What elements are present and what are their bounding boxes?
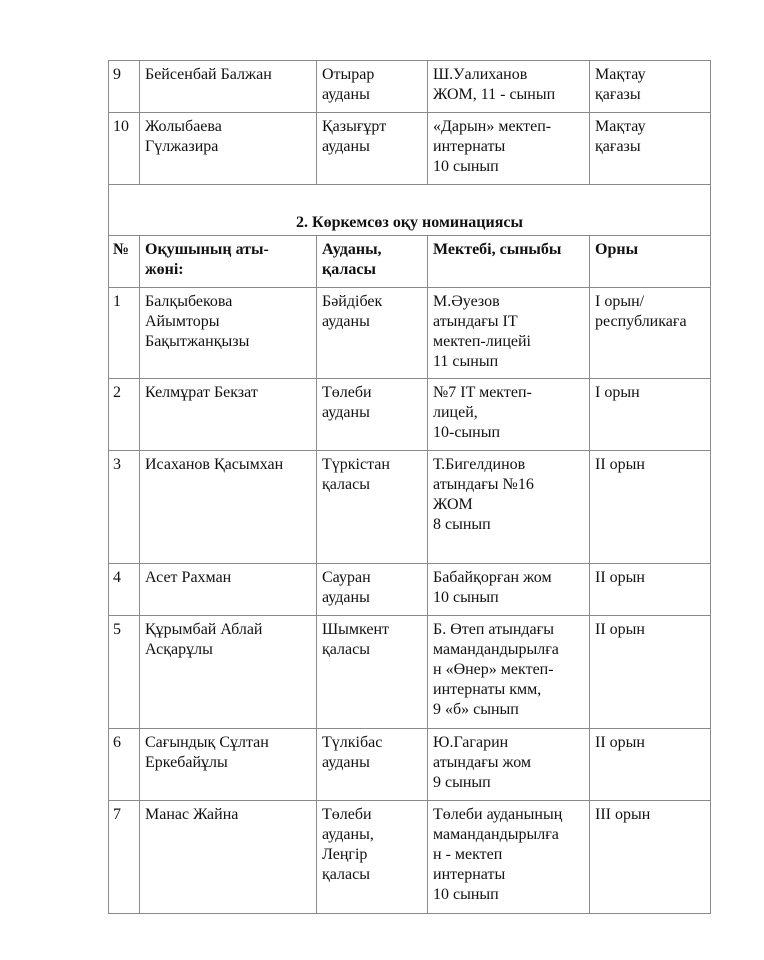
place: II орын — [590, 451, 711, 564]
place: III орын — [590, 801, 711, 914]
place: II орын — [590, 616, 711, 729]
place: Мақтау қағазы — [590, 113, 711, 185]
row-number: 6 — [109, 729, 140, 801]
table-row — [109, 451, 711, 564]
table-row — [109, 564, 711, 616]
student-name: Жолыбаева Гүлжазира — [140, 113, 317, 185]
section-title: 2. Көркемсөз оқу номинациясы — [109, 185, 711, 236]
district: Төлеби ауданы, Леңгір қаласы — [317, 801, 428, 914]
row-number: 2 — [109, 379, 140, 451]
row-number: 7 — [109, 801, 140, 914]
header-row — [109, 236, 711, 288]
header-school: Мектебі, сыныбы — [428, 236, 590, 288]
place: Мақтау қағазы — [590, 61, 711, 113]
school: Ш.Уалиханов ЖОМ, 11 - сынып — [428, 61, 590, 113]
section-row — [109, 185, 711, 236]
table-row — [109, 801, 711, 914]
table-row — [109, 61, 711, 113]
school: «Дарын» мектеп- интернаты 10 сынып — [428, 113, 590, 185]
district: Түлкібас ауданы — [317, 729, 428, 801]
school: Бабайқорған жом 10 сынып — [428, 564, 590, 616]
student-name: Исаханов Қасымхан — [140, 451, 317, 564]
student-name: Келмұрат Бекзат — [140, 379, 317, 451]
school: М.Әуезов атындағы IT мектеп-лицейі 11 сынып — [428, 288, 590, 379]
header-district: Ауданы, қаласы — [317, 236, 428, 288]
header-name: Оқушының аты- жөні: — [140, 236, 317, 288]
school: Б. Өтеп атындағы мамандандырылға н «Өнер» мектеп- интернаты кмм, 9 «б» сынып — [428, 616, 590, 729]
student-name: Асет Рахман — [140, 564, 317, 616]
place: I орын — [590, 379, 711, 451]
row-number: 4 — [109, 564, 140, 616]
header-number: № — [109, 236, 140, 288]
district: Төлеби ауданы — [317, 379, 428, 451]
school: Төлеби ауданының мамандандырылға н - мектеп интернаты 10 сынып — [428, 801, 590, 914]
district: Түркістан қаласы — [317, 451, 428, 564]
row-number: 3 — [109, 451, 140, 564]
row-number: 9 — [109, 61, 140, 113]
school: №7 IT мектеп- лицей, 10-сынып — [428, 379, 590, 451]
table-row — [109, 616, 711, 729]
table-row — [109, 288, 711, 379]
district: Шымкент қаласы — [317, 616, 428, 729]
results-table — [108, 60, 711, 914]
row-number: 1 — [109, 288, 140, 379]
student-name: Сағындық Сұлтан Еркебайұлы — [140, 729, 317, 801]
district: Бәйдібек ауданы — [317, 288, 428, 379]
table-row — [109, 729, 711, 801]
student-name: Бейсенбай Балжан — [140, 61, 317, 113]
district: Қазығұрт ауданы — [317, 113, 428, 185]
place: II орын — [590, 564, 711, 616]
student-name: Құрымбай Аблай Асқарұлы — [140, 616, 317, 729]
table-row — [109, 113, 711, 185]
student-name: Манас Жайна — [140, 801, 317, 914]
school: Т.Бигелдинов атындағы №16 ЖОМ 8 сынып — [428, 451, 590, 564]
district: Сауран ауданы — [317, 564, 428, 616]
district: Отырар ауданы — [317, 61, 428, 113]
header-place: Орны — [590, 236, 711, 288]
row-number: 10 — [109, 113, 140, 185]
school: Ю.Гагарин атындағы жом 9 сынып — [428, 729, 590, 801]
row-number: 5 — [109, 616, 140, 729]
place: I орын/ республикаға — [590, 288, 711, 379]
table-row — [109, 379, 711, 451]
student-name: Балқыбекова Айымторы Бақытжанқызы — [140, 288, 317, 379]
place: II орын — [590, 729, 711, 801]
